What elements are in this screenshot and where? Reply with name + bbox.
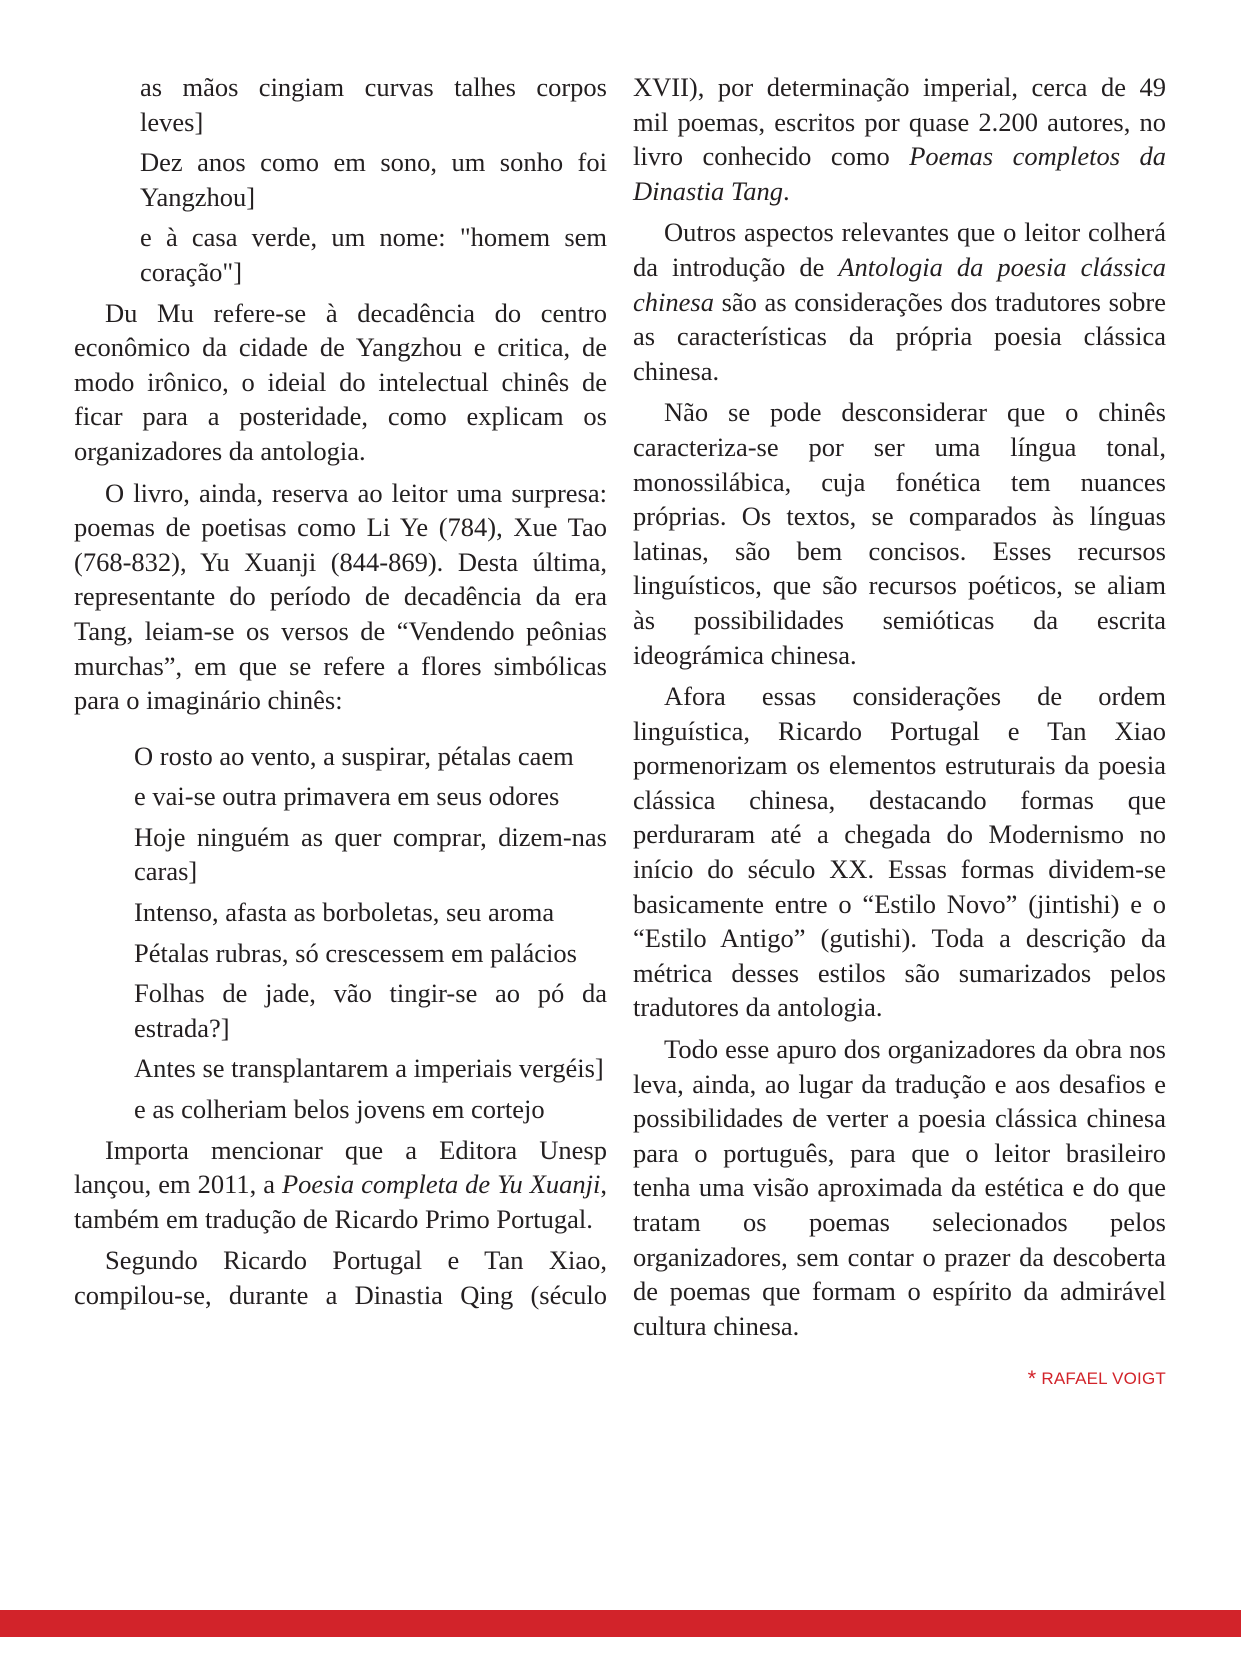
verse-line: Intenso, afasta as borboletas, seu aroma [134, 897, 555, 928]
paragraph-importa [74, 1133, 607, 1237]
verse-line: Folhas de jade, vão tingir-se ao pó da estrada?] [134, 978, 607, 1043]
text-span: , também em tradução de Ricardo Primo Portugal. [74, 1169, 607, 1234]
author-signature [1028, 1364, 1166, 1390]
verse-line: Antes se transplantarem a imperiais vergéis] [134, 1053, 604, 1084]
paragraph-nao: Não se pode desconsiderar que o chinês caracteriza-se por ser uma língua tonal, monossilábica, cuja fonética tem nuances próprias. Os textos, se comparados às línguas latinas, são bem concisos. Esses recursos linguísticos, que são recursos poéticos, se aliam às possibilidades semióticas da escrita ideográmica chinesa. [633, 397, 1166, 670]
author-name: RAFAEL VOIGT [1041, 1369, 1166, 1388]
verse-line: Dez anos como em sono, um sonho foi Yangzhou] [140, 147, 607, 212]
spacer [74, 725, 607, 739]
paragraph-todo: Todo esse apuro dos organizadores da obra nos leva, ainda, ao lugar da tradução e aos desafios e possibilidades de verter a poesia clássica chinesa para o português, para que o leitor brasileiro tenha uma visão aproximada da estética e do que tratam os poemas selecionados pelos organizadores, sem contar o prazer da descoberta de poemas que formam o espírito da admirável cultura chinesa. [633, 1034, 1166, 1341]
verse-line: Hoje ninguém as quer comprar, dizem-nas caras] [134, 821, 607, 887]
right-column [633, 70, 1166, 1350]
text-span: Importa mencionar que a Editora Unesp lançou, em 2011, a [74, 1134, 607, 1200]
left-column [74, 70, 607, 1320]
poem-vendendo-peonias [74, 739, 607, 1127]
verse-line: e as colheriam belos jovens em cortejo [134, 1094, 545, 1125]
asterisk-icon: * [1027, 1366, 1037, 1391]
verse-line: e vai-se outra primavera em seus odores [134, 781, 560, 812]
paragraph-afora: Afora essas considerações de ordem linguística, Ricardo Portugal e Tan Xiao pormenorizam os elementos estruturais da poesia clássica chinesa, destacando formas que perduraram até a chegada do Modernismo no início do século XX. Essas formas dividem-se basicamente entre o “Estilo Novo” (jintishi) e o “Estilo Antigo” (gutishi). Toda a descrição da métrica desses estilos são sumarizados pelos tradutores da antologia. [633, 681, 1166, 1023]
paragraph-livro: O livro, ainda, reserva ao leitor uma surpresa: poemas de poetisas como Li Ye (784), Xue Tao (768-832), Yu Xuanji (844-869). Desta última, representante do período de decadência da era Tang, leiam-se os versos de “Vendendo peônias murchas”, em que se refere a flores simbólicas para o imaginário chinês: [74, 477, 607, 716]
verse-line: O rosto ao vento, a suspirar, pétalas caem [134, 740, 574, 771]
text-span: . [782, 175, 790, 206]
book-title: Antologia da poesia clássica chinesa [633, 251, 1166, 317]
verse-line: as mãos cingiam curvas talhes corpos leves] [140, 72, 607, 137]
paragraph-continuation [633, 70, 1166, 208]
verse-line: e à casa verde, um nome: "homem sem coração"] [140, 222, 607, 287]
verse-line: Pétalas rubras, só crescessem em palácios [134, 937, 577, 968]
text-span: XVII), por determinação imperial, cerca de 49 mil poemas, escritos por quase 2.200 autores, no livro conhecido como [633, 72, 1166, 172]
book-title: Poesia completa de Yu Xuanji [281, 1169, 601, 1200]
book-title: Poemas completos da Dinastia Tang [633, 141, 1166, 206]
text-span: são as considerações dos tradutores sobre as características da própria poesia clássica chinesa. [633, 286, 1166, 386]
paragraph-du-mu: Du Mu refere-se à decadência do centro econômico da cidade de Yangzhou e critica, de modo irônico, o ideial do intelectual chinês de ficar para a posteridade, como explicam os organizadores da antologia. [74, 297, 607, 466]
footer-red-bar [0, 1610, 1241, 1637]
paragraph-segundo: Segundo Ricardo Portugal e Tan Xiao, compilou-se, durante a Dinastia Qing (século [74, 1245, 607, 1310]
text-span: Outros aspectos relevantes que o leitor colherá da introdução de [633, 217, 1166, 282]
paragraph-outros [633, 215, 1166, 388]
